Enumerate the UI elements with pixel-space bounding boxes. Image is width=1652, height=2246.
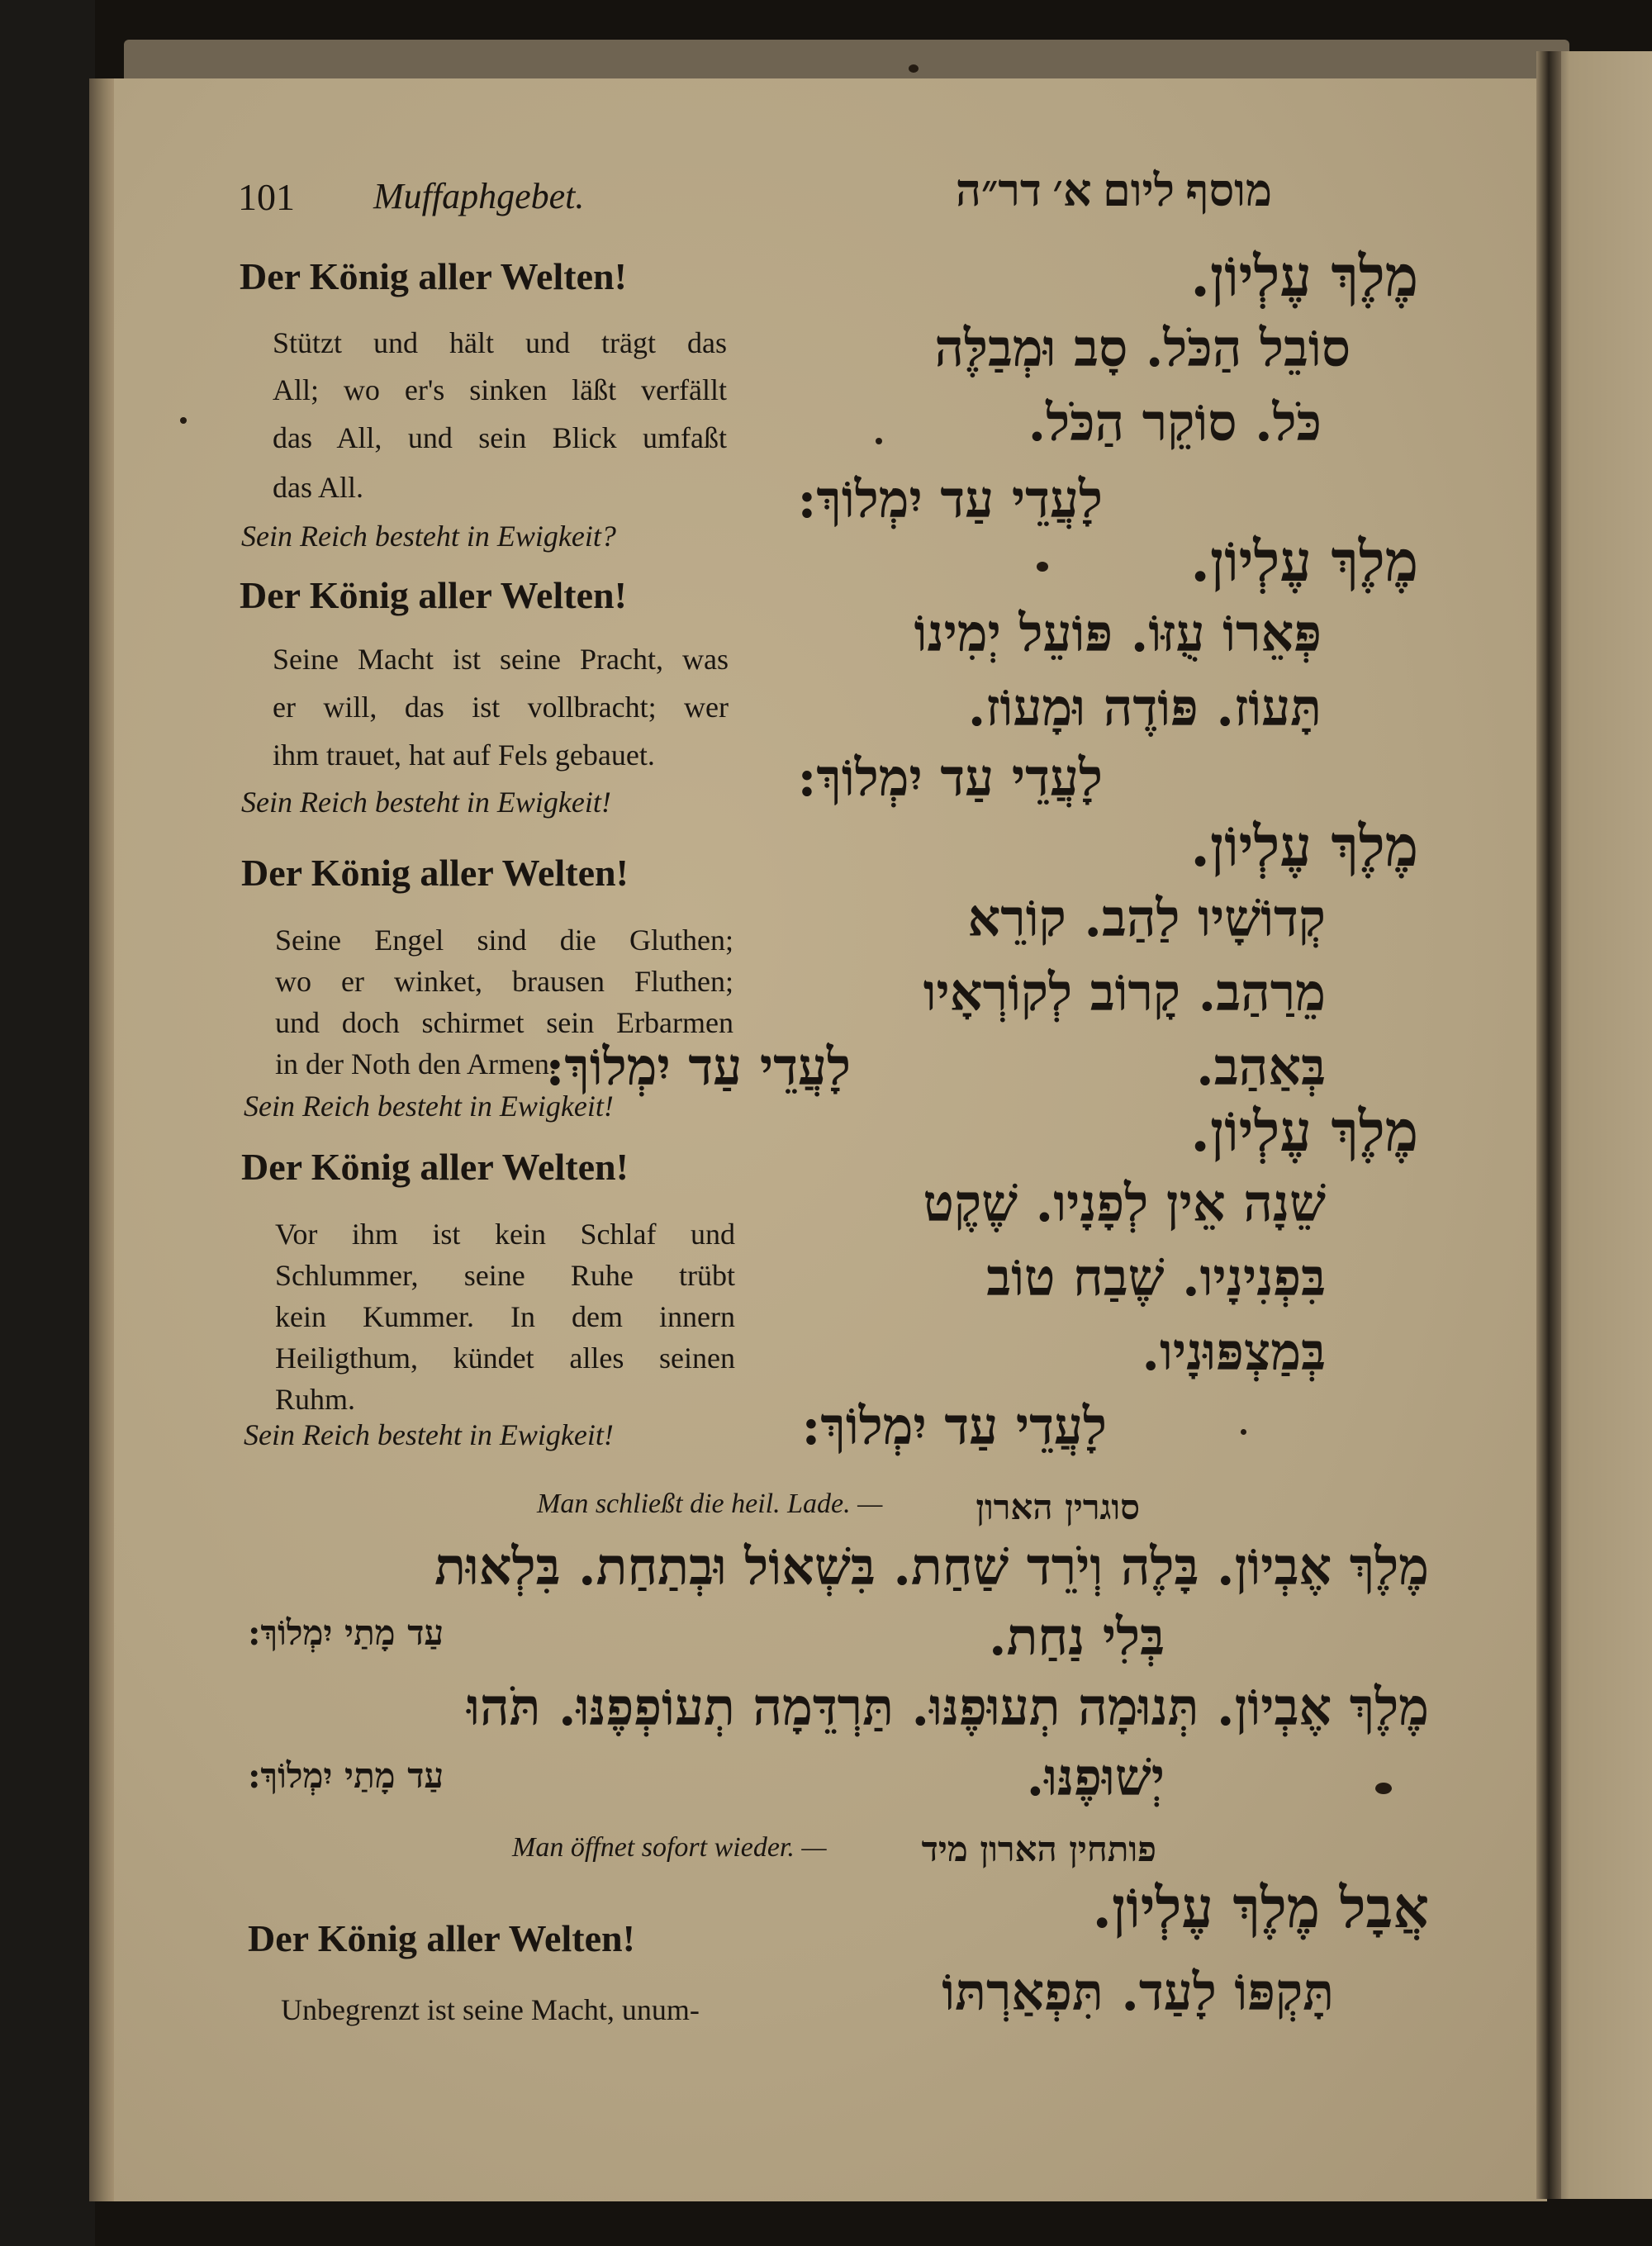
- hebrew-refrain: לָעֲדֵי עַד יִמְלוֹךְ:: [797, 748, 1103, 808]
- german-line: All; wo er's sinken läßt verfällt: [273, 373, 727, 406]
- german-refrain: Sein Reich besteht in Ewigkeit!: [241, 786, 611, 819]
- hebrew-refrain: לָעֲדֵי עַד יִמְלוֹךְ:: [797, 469, 1103, 529]
- german-stanza-heading: Der König aller Welten!: [240, 255, 627, 297]
- hebrew-stanza-title: מֶלֶךְ עֶלְיוֹן.: [1190, 1099, 1418, 1165]
- hebrew-line: כֹּל. סוֹקֵר הַכֹּל.: [1028, 392, 1322, 453]
- hebrew-line: פְּאֵרוֹ עֻזּוֹ. פּוֹעֵל יְמִינוֹ: [914, 603, 1322, 663]
- facing-page-edge: [1549, 51, 1652, 2199]
- german-line: und doch schirmet sein Erbarmen: [275, 1006, 733, 1039]
- hebrew-refrain: לָעֲדֵי עַד יִמְלוֹךְ:: [801, 1396, 1107, 1456]
- german-line: ihm trauet, hat auf Fels gebauet.: [273, 738, 655, 772]
- german-line: Stützt und hält und trägt das: [273, 326, 727, 359]
- hebrew-line: בְּלִי נַחַת.: [989, 1607, 1165, 1667]
- german-line: er will, das ist vollbracht; wer: [273, 691, 729, 724]
- german-refrain: Sein Reich besteht in Ewigkeit?: [241, 520, 616, 553]
- hebrew-line: מֶלֶךְ אֶבְיוֹן. תְּנוּמָה תְעוּפֶנּוּ. תַּרְדֵּמָה תְעוֹפְפֶנּוּ. תֹּהוּ: [467, 1677, 1429, 1737]
- hebrew-stanza-title: מֶלֶךְ עֶלְיוֹן.: [1190, 244, 1418, 310]
- hebrew-line: בְּמַצְפּוּנָיו.: [1142, 1322, 1326, 1382]
- german-line: Seine Engel sind die Gluthen;: [275, 924, 733, 957]
- ink-speck: [180, 417, 187, 424]
- ink-speck: [876, 438, 882, 444]
- ink-speck: [909, 64, 919, 73]
- hebrew-line: יְשׁוּפֶנּוּ.: [1026, 1747, 1165, 1807]
- hebrew-line: תָּעוֹז. פּוֹדֶה וּמָעוֹז.: [967, 677, 1322, 738]
- german-stanza-heading: Der König aller Welten!: [241, 1146, 629, 1188]
- hebrew-line: שֵׁנָה אֵין לְפָנָיו. שֶׁקֶט: [923, 1173, 1326, 1233]
- german-line: in der Noth den Armen.: [275, 1047, 557, 1080]
- german-line: das All, und sein Blick umfaßt: [273, 421, 727, 454]
- hebrew-line: קְדוֹשָׁיו לַהַב. קוֹרֵא: [967, 888, 1326, 948]
- german-line: das All.: [273, 471, 364, 504]
- ink-speck: [1037, 562, 1048, 572]
- hebrew-refrain: עַד מָתַי יִמְלוֹךְ:: [248, 1612, 444, 1653]
- hebrew-stanza-title: אֲבָל מֶלֶךְ עֶלְיוֹן.: [1092, 1875, 1429, 1941]
- german-line: Vor ihm ist kein Schlaf und: [275, 1218, 735, 1251]
- hebrew-refrain: עַד מָתַי יִמְלוֹךְ:: [248, 1755, 444, 1796]
- german-line: Ruhm.: [275, 1383, 356, 1416]
- rubric-hebrew: פותחין הארון מיד: [921, 1829, 1156, 1869]
- book-spine: [0, 0, 95, 2246]
- german-line: wo er winket, brausen Fluthen;: [275, 965, 733, 998]
- page-gutter: [1536, 51, 1561, 2199]
- hebrew-refrain: לָעֲדֵי עַד יִמְלוֹךְ:: [545, 1037, 851, 1097]
- german-refrain: Sein Reich besteht in Ewigkeit!: [244, 1090, 614, 1123]
- page-number: 101: [238, 176, 295, 218]
- running-head: Muffaphgebet.: [373, 176, 585, 216]
- german-stanza-heading: Der König aller Welten!: [241, 852, 629, 894]
- hebrew-line: בִּפְנִינָיו. שֶׁבַח טוֹב: [986, 1247, 1326, 1308]
- german-line: Schlummer, seine Ruhe trübt: [275, 1259, 735, 1292]
- ink-speck: [1375, 1783, 1392, 1794]
- page-stack-edge: [89, 78, 116, 2201]
- rubric-german: Man öffnet sofort wieder. —: [512, 1832, 827, 1863]
- german-line: Seine Macht ist seine Pracht, was: [273, 643, 729, 676]
- german-line: Unbegrenzt ist seine Macht, unum-: [281, 1993, 700, 2026]
- hebrew-line: תָּקְפּוֹ לָעַד. תִּפְאַרְתּוֹ: [942, 1962, 1334, 2022]
- german-stanza-heading: Der König aller Welten!: [248, 1917, 635, 1959]
- hebrew-stanza-title: מֶלֶךְ עֶלְיוֹן.: [1190, 529, 1418, 595]
- german-line: kein Kummer. In dem innern: [275, 1300, 735, 1333]
- german-refrain: Sein Reich besteht in Ewigkeit!: [244, 1418, 614, 1451]
- hebrew-line: בְּאַהַב.: [1196, 1037, 1326, 1097]
- hebrew-line: מֵרַהַב. קָרוֹב לְקוֹרְאָיו: [923, 962, 1326, 1023]
- hebrew-line: סוֹבֵל הַכֹּל. סָב וּמְבַלֶּה: [934, 318, 1351, 378]
- german-line: Heiligthum, kündet alles seinen: [275, 1341, 735, 1375]
- hebrew-line: מֶלֶךְ אֶבְיוֹן. בָּלֶה וְיֹרֵד שַׁחַת. בִּשְׁאוֹל וּבְתַחַת. בִּלְאוּת: [434, 1536, 1429, 1597]
- rubric-german: Man schließt die heil. Lade. —: [537, 1489, 883, 1519]
- hebrew-running-head: מוסף ליום א׳ דר״ה: [955, 166, 1272, 216]
- rubric-hebrew: סוגרין הארון: [976, 1487, 1140, 1527]
- ink-speck: [1241, 1429, 1246, 1435]
- german-stanza-heading: Der König aller Welten!: [240, 574, 627, 616]
- page-top-edge: [124, 40, 1569, 81]
- hebrew-stanza-title: מֶלֶךְ עֶלְיוֹן.: [1190, 814, 1418, 880]
